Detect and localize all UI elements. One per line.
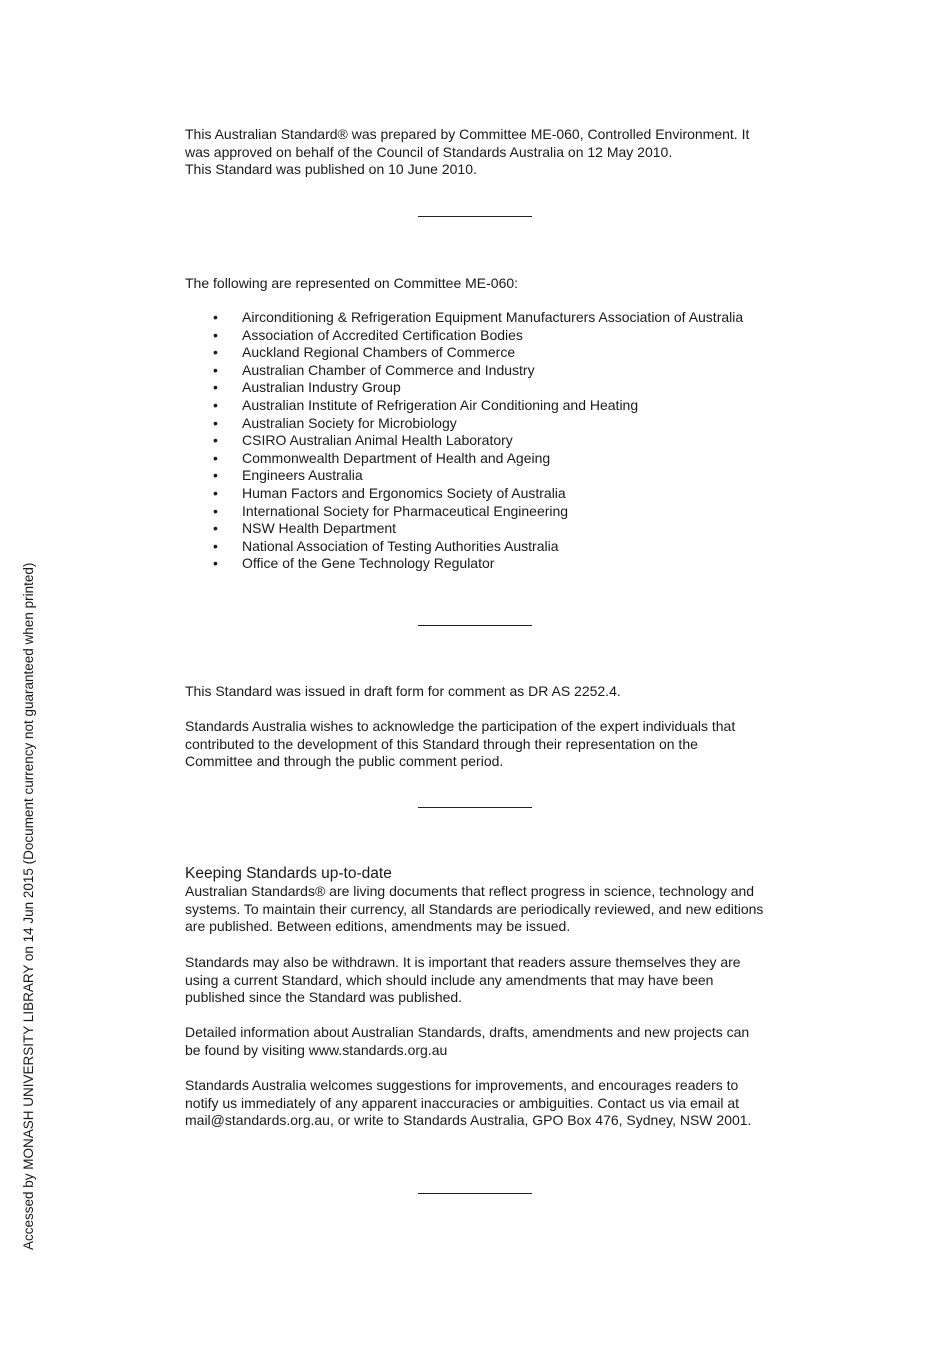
information-line: Detailed information about Australian Standards, drafts, amendments and new projects can: [185, 1024, 750, 1040]
committee-member-item: [185, 467, 785, 485]
bullet-icon: •: [213, 344, 218, 361]
committee-member-name: Office of the Gene Technology Regulator: [242, 555, 495, 572]
withdrawal-line: published since the Standard was published.: [185, 989, 463, 1006]
uptodate-paragraph-line: systems. To maintain their currency, all Standards are periodically reviewed, and new editions: [185, 900, 764, 917]
preparation-line: This Australian Standard® was prepared by Committee ME-060, Controlled Environment. It: [185, 126, 750, 142]
bullet-icon: •: [213, 432, 218, 449]
bullet-icon: •: [213, 414, 218, 431]
withdrawal-line: using a current Standard, which should include any amendments that may have been: [185, 971, 714, 988]
information-paragraph: [185, 1024, 785, 1059]
contact-line: notify us immediately of any apparent inaccuracies or ambiguities. Contact us via email at: [185, 1094, 740, 1111]
committee-member-name: Australian Institute of Refrigeration Air Conditioning and Heating: [242, 396, 639, 413]
committee-member-item: [185, 538, 785, 556]
section-divider: [418, 625, 532, 626]
committee-member-item: [185, 520, 785, 538]
uptodate-heading: Keeping Standards up-to-date: [185, 865, 392, 882]
committee-member-name: Human Factors and Ergonomics Society of Australia: [242, 484, 566, 501]
bullet-icon: •: [213, 555, 218, 572]
preparation-line: was approved on behalf of the Council of Standards Australia on 12 May 2010.: [185, 143, 673, 160]
bullet-icon: •: [213, 449, 218, 466]
bullet-icon: •: [213, 309, 218, 325]
committee-member-item: [185, 327, 785, 345]
committee-member-item: [185, 503, 785, 521]
acknowledgement-line: Committee and through the public comment period.: [185, 753, 504, 770]
bullet-icon: •: [213, 502, 218, 519]
bullet-icon: •: [213, 467, 218, 484]
uptodate-section: [185, 864, 785, 936]
committee-member-name: International Society for Pharmaceutical Engineering: [242, 502, 569, 519]
committee-member-item: [185, 415, 785, 433]
bullet-icon: •: [213, 379, 218, 396]
committee-member-name: Airconditioning & Refrigeration Equipment Manufacturers Association of Australia: [242, 309, 744, 325]
bullet-icon: •: [213, 484, 218, 501]
committee-member-item: [185, 379, 785, 397]
contact-line: Standards Australia welcomes suggestions for improvements, and encourages readers to: [185, 1077, 739, 1093]
section-divider: [418, 216, 532, 217]
withdrawal-line: Standards may also be withdrawn. It is important that readers assure themselves they are: [185, 954, 741, 970]
committee-member-name: Australian Industry Group: [242, 379, 401, 396]
acknowledgement-line: contributed to the development of this Standard through their representation on the: [185, 735, 698, 752]
contact-line: mail@standards.org.au, or write to Standards Australia, GPO Box 476, Sydney, NSW 2001.: [185, 1112, 752, 1129]
section-divider: [418, 1193, 532, 1194]
committee-member-item: [185, 485, 785, 503]
bullet-icon: •: [213, 361, 218, 378]
committee-member-item: [185, 555, 785, 573]
committee-member-name: Australian Society for Microbiology: [242, 414, 457, 431]
committee-member-name: Engineers Australia: [242, 467, 363, 484]
bullet-icon: •: [213, 520, 218, 537]
committee-member-item: [185, 309, 785, 327]
committee-member-name: National Association of Testing Authorities Australia: [242, 537, 559, 554]
committee-member-item: [185, 362, 785, 380]
committee-member-name: Australian Chamber of Commerce and Industry: [242, 361, 535, 378]
acknowledgement: [185, 718, 785, 771]
committee-member-name: Commonwealth Department of Health and Ageing: [242, 449, 551, 466]
uptodate-paragraph-line: Australian Standards® are living documents that reflect progress in science, technology and: [185, 883, 755, 899]
committee-member-item: [185, 450, 785, 468]
information-line: be found by visiting www.standards.org.au: [185, 1041, 448, 1058]
acknowledgement-line: Standards Australia wishes to acknowledge the participation of the expert individuals that: [185, 718, 736, 734]
preparation-statement: [185, 126, 785, 179]
publication-date-line: This Standard was published on 10 June 2010.: [185, 161, 477, 178]
section-divider: [418, 807, 532, 808]
bullet-icon: •: [213, 396, 218, 413]
access-watermark-note: Accessed by MONASH UNIVERSITY LIBRARY on 14 Jun 2015 (Document currency not guaranteed when printed): [21, 562, 36, 1250]
committee-member-item: [185, 344, 785, 362]
committee-intro-text: The following are represented on Committee ME-060:: [185, 275, 519, 291]
uptodate-paragraph-line: are published. Between editions, amendments may be issued.: [185, 918, 571, 935]
committee-member-name: NSW Health Department: [242, 520, 397, 537]
committee-member-list: [185, 309, 785, 573]
committee-member-item: [185, 432, 785, 450]
bullet-icon: •: [213, 326, 218, 343]
draft-notice: [185, 683, 785, 701]
committee-intro: [185, 275, 785, 293]
draft-issued-text: This Standard was issued in draft form for comment as DR AS 2252.4.: [185, 683, 621, 699]
committee-member-name: Auckland Regional Chambers of Commerce: [242, 344, 516, 361]
bullet-icon: •: [213, 537, 218, 554]
committee-member-name: Association of Accredited Certification Bodies: [242, 326, 523, 343]
committee-member-item: [185, 397, 785, 415]
contact-paragraph: [185, 1077, 785, 1130]
committee-member-name: CSIRO Australian Animal Health Laboratory: [242, 432, 513, 449]
withdrawal-paragraph: [185, 954, 785, 1007]
